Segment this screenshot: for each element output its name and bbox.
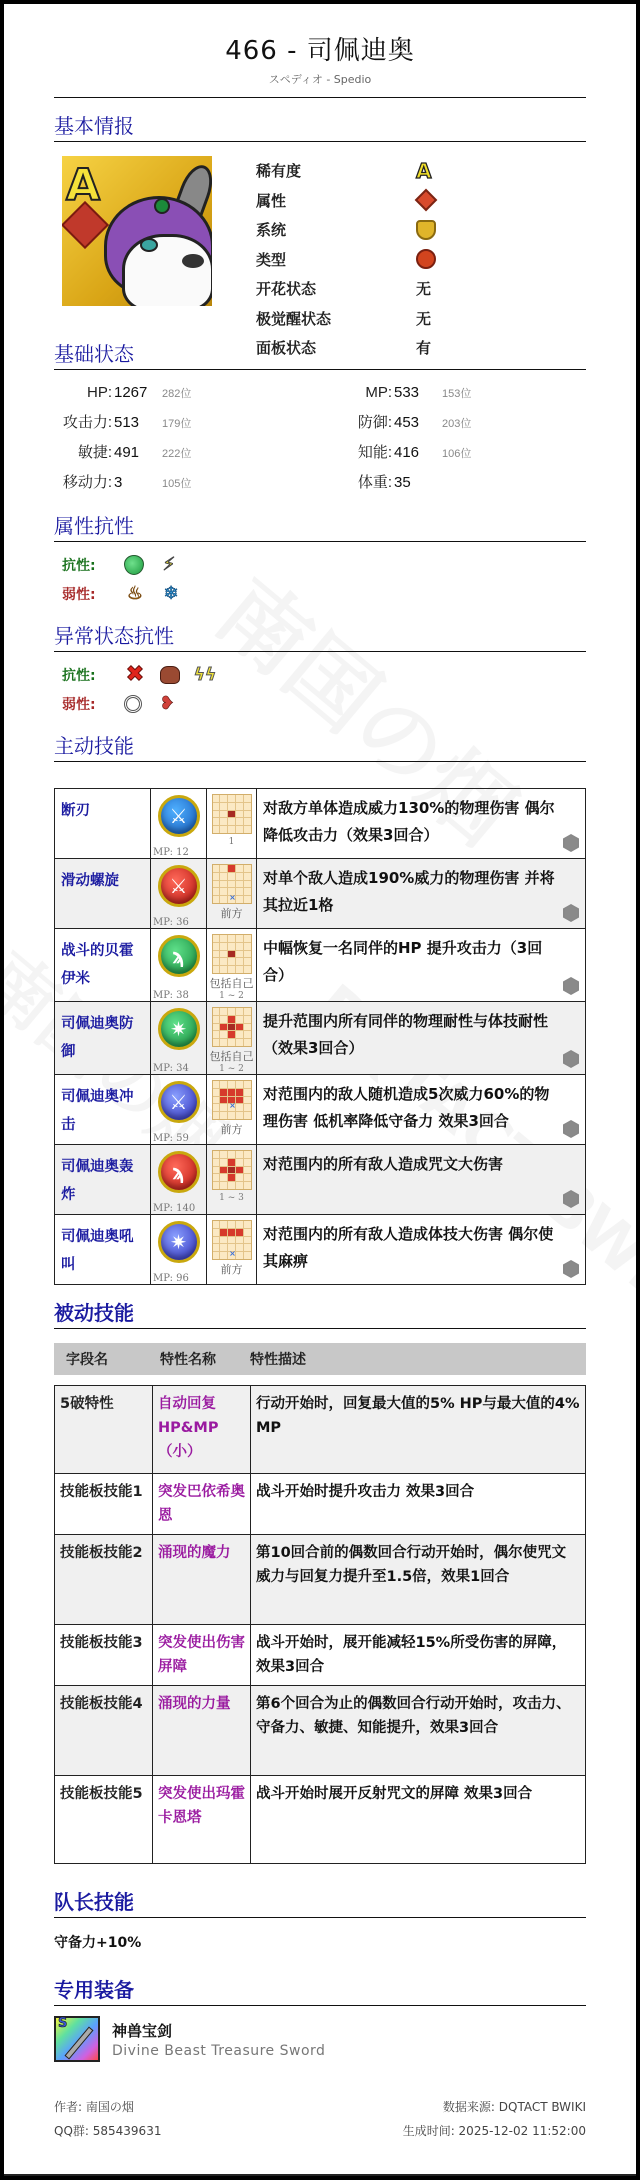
hexagon-icon[interactable] — [563, 1050, 579, 1068]
passive-desc: 战斗开始时，展开能减轻15%所受伤害的屏障，效果3回合 — [251, 1625, 586, 1686]
stat-value: 3 — [114, 474, 123, 491]
info-key: 类型 — [256, 250, 287, 269]
hexagon-icon[interactable] — [563, 1190, 579, 1208]
stat-value: 491 — [114, 444, 140, 461]
active-skills-table — [54, 788, 586, 1285]
portrait-face — [122, 234, 212, 306]
weak-label: 弱性: — [62, 696, 96, 713]
stat-rank: 106位 — [442, 448, 472, 460]
header-desc: 特性描述 — [250, 1352, 306, 1368]
crown-system-icon — [416, 220, 436, 240]
status-resist-row — [62, 660, 586, 689]
skill-mp: MP: 34 — [153, 1063, 189, 1074]
footer-author: 作者: 南国の烟 — [54, 2099, 134, 2114]
skill-desc: 提升范围内所有同伴的物理耐性与体技耐性（效果3回合） — [263, 1012, 549, 1057]
stat-attack — [54, 408, 320, 438]
skill-desc: 对单个敌人造成190%威力的物理伤害 并将其拉近1格 — [263, 869, 555, 914]
fire-element-icon — [415, 189, 438, 212]
stat-weight — [320, 468, 586, 498]
passive-name[interactable]: 涌现的力量 — [153, 1686, 251, 1776]
passive-row — [55, 1625, 586, 1686]
sword-icon: ⚔ — [158, 1081, 200, 1123]
attack-type-icon — [416, 249, 436, 269]
lightning-icon: ⚡ — [162, 553, 176, 575]
skill-desc: 对敌方单体造成威力130%的物理伤害 偶尔降低攻击力（效果3回合） — [263, 799, 555, 844]
passive-name[interactable]: 自动回复HP&MP（小） — [153, 1386, 251, 1474]
stat-value: 533 — [394, 384, 420, 401]
stats-right — [320, 378, 586, 498]
blade-shape — [64, 2027, 93, 2060]
range-label: 包括自己 — [209, 1050, 254, 1063]
sword-equipment-icon — [54, 2016, 100, 2062]
info-row-rarity — [256, 156, 436, 186]
stat-value: 1267 — [114, 384, 148, 401]
range-sub: 1 ~ 3 — [219, 1193, 244, 1203]
range-grid — [212, 794, 252, 834]
passive-table-header — [54, 1343, 586, 1375]
stat-key: 移动力: — [62, 474, 112, 491]
equipment-item[interactable] — [54, 2016, 586, 2062]
active-skill-row — [55, 929, 586, 1002]
stats-grid — [54, 378, 586, 498]
info-row-type — [256, 245, 436, 275]
range-label: 前方 — [220, 1123, 243, 1136]
section-leader-skill: 队长技能 — [54, 1886, 586, 1918]
passive-field: 技能板技能3 — [55, 1625, 153, 1686]
range-sub: 1 — [228, 837, 235, 847]
rank-a-icon: A — [416, 158, 432, 183]
stat-value: 513 — [114, 414, 140, 431]
header-name: 特性名称 — [160, 1352, 216, 1368]
skill-name[interactable]: 断刃 — [55, 789, 151, 859]
skill-desc: 对范围内的所有敌人造成体技大伤害 偶尔使其麻痹 — [263, 1225, 554, 1270]
stat-move — [54, 468, 320, 498]
equipment-name: 神兽宝剑 — [112, 2021, 173, 2040]
section-status-resist: 异常状态抗性 — [54, 620, 586, 652]
passive-row — [55, 1535, 586, 1625]
hexagon-icon[interactable] — [563, 1120, 579, 1138]
range-grid — [212, 934, 252, 974]
range-grid — [212, 1080, 252, 1120]
hexagon-icon[interactable] — [563, 977, 579, 995]
resist-label: 抗性: — [62, 557, 96, 574]
stat-defense — [320, 408, 586, 438]
passive-desc: 行动开始时，回复最大值的5% HP与最大值的4% MP — [251, 1386, 586, 1474]
passive-row — [55, 1776, 586, 1864]
passive-name[interactable]: 突发使出伤害屏障 — [153, 1625, 251, 1686]
stat-key: HP: — [86, 384, 112, 401]
passive-field: 技能板技能5 — [55, 1776, 153, 1864]
stat-hp — [54, 378, 320, 408]
rank-a-icon: A — [66, 160, 101, 211]
character-page — [4, 4, 636, 2176]
passive-name[interactable]: 突发巴依希奥恩 — [153, 1474, 251, 1535]
sword-icon: ⚔ — [158, 795, 200, 837]
header-field: 字段名 — [66, 1352, 108, 1368]
stat-key: 体重: — [357, 474, 392, 491]
info-value: 无 — [416, 309, 432, 328]
passive-field: 5破特性 — [55, 1386, 153, 1474]
portrait-gem — [154, 198, 170, 214]
skill-mp: MP: 38 — [153, 990, 189, 1001]
leader-skill-text: 守备力+10% — [54, 1935, 142, 1951]
range-grid — [212, 1150, 252, 1190]
range-grid — [212, 1007, 252, 1047]
stat-intellect — [320, 438, 586, 468]
stat-value: 35 — [394, 474, 411, 491]
info-value: 无 — [416, 280, 432, 299]
range-grid — [212, 1220, 252, 1260]
hexagon-icon[interactable] — [563, 1260, 579, 1278]
ring-icon — [124, 695, 142, 713]
info-key: 开花状态 — [256, 280, 317, 299]
passive-desc: 第6个回合为止的偶数回合行动开始时，攻击力、守备力、敏捷、知能提升，效果3回合 — [251, 1686, 586, 1776]
active-skill-row — [55, 1002, 586, 1075]
footer-generated-time: 生成时间: 2025-12-02 11:52:00 — [402, 2123, 586, 2138]
stat-key: 攻击力: — [62, 414, 112, 431]
paralysis-icon: ϟϟ — [193, 664, 217, 685]
passive-desc: 第10回合前的偶数回合行动开始时，偶尔使咒文威力与回复力提升至1.5倍，效果1回合 — [251, 1535, 586, 1625]
skill-desc: 中幅恢复一名同伴的HP 提升攻击力（3回合） — [263, 939, 543, 984]
skill-mp: MP: 140 — [153, 1203, 196, 1214]
info-key: 面板状态 — [256, 339, 317, 358]
hexagon-icon[interactable] — [563, 834, 579, 852]
footer — [54, 2094, 586, 2142]
section-active-skills: 主动技能 — [54, 730, 586, 762]
rock-icon — [160, 666, 180, 684]
passive-desc: 战斗开始时展开反射咒文的屏障 效果3回合 — [251, 1776, 586, 1864]
stat-mp — [320, 378, 586, 408]
charm-heart-icon: ❥ — [159, 692, 175, 714]
sword-icon: ⚔ — [158, 865, 200, 907]
passive-row — [55, 1474, 586, 1535]
footer-qq-group: QQ群: 585439631 — [54, 2123, 162, 2138]
info-key: 系统 — [256, 221, 287, 240]
section-passive-skills: 被动技能 — [54, 1297, 586, 1329]
element-weak-row — [62, 579, 586, 608]
range-grid — [212, 864, 252, 904]
skill-name[interactable]: 司佩迪奥轰炸 — [55, 1145, 151, 1215]
stat-rank: 203位 — [442, 418, 472, 430]
skill-mp: MP: 36 — [153, 917, 189, 928]
skill-mp: MP: 96 — [153, 1273, 189, 1284]
wind-icon — [124, 555, 144, 575]
section-element-resist: 属性抗性 — [54, 510, 586, 542]
skill-desc: 对范围内的敌人随机造成5次威力60%的物理伤害 低机率降低守备力 效果3回合 — [263, 1085, 550, 1130]
info-table — [256, 156, 436, 358]
fire-icon: ♨ — [126, 582, 144, 604]
passive-skills-table — [54, 1385, 586, 1864]
stat-key: 知能: — [357, 444, 392, 461]
equip-rank-badge: S — [58, 2016, 68, 2031]
monster-portrait — [62, 156, 212, 306]
footer-divider — [4, 2174, 636, 2176]
stat-key: 敏捷: — [77, 444, 112, 461]
stat-agility — [54, 438, 320, 468]
passive-field: 技能板技能1 — [55, 1474, 153, 1535]
page-title: 466 - 司佩迪奥 — [225, 36, 415, 66]
active-skill-row — [55, 1215, 586, 1285]
info-key: 稀有度 — [256, 162, 302, 181]
stats-left — [54, 378, 320, 498]
stat-rank: 105位 — [162, 478, 192, 490]
skill-mp: MP: 12 — [153, 847, 189, 858]
skill-name[interactable]: 司佩迪奥防御 — [55, 1002, 151, 1075]
weak-label: 弱性: — [62, 586, 96, 603]
heal-icon: ϡ — [158, 935, 200, 977]
section-exclusive-equip: 专用装备 — [54, 1974, 586, 2006]
range-sub: 1 ~ 2 — [219, 1064, 244, 1074]
seal-x-icon: ✖ — [125, 661, 145, 687]
active-skill-row — [55, 1075, 586, 1145]
footer-source: 数据来源: DQTACT BWIKI — [442, 2099, 586, 2114]
ice-icon: ❄ — [163, 582, 179, 604]
range-label: 包括自己 — [209, 977, 254, 990]
spell-icon: ϡ — [158, 1151, 200, 1193]
section-basic-info: 基本情报 — [54, 110, 586, 142]
info-key: 极觉醒状态 — [256, 309, 332, 328]
active-skill-row — [55, 1145, 586, 1215]
status-resist — [54, 660, 586, 718]
active-skill-row — [55, 789, 586, 859]
passive-field: 技能板技能2 — [55, 1535, 153, 1625]
skill-name[interactable]: 滑动螺旋 — [55, 859, 151, 929]
passive-name[interactable]: 涌现的魔力 — [153, 1535, 251, 1625]
info-row-system — [256, 215, 436, 245]
stat-value: 453 — [394, 414, 420, 431]
portrait-nose — [182, 254, 204, 268]
passive-field: 技能板技能4 — [55, 1686, 153, 1776]
skill-name[interactable]: 战斗的贝霍伊米 — [55, 929, 151, 1002]
portrait-eye — [140, 238, 158, 252]
info-key: 属性 — [256, 191, 287, 210]
active-skill-row — [55, 859, 586, 929]
star-burst-icon: ✷ — [158, 1221, 200, 1263]
passive-desc: 战斗开始时提升攻击力 效果3回合 — [251, 1474, 586, 1535]
info-row-bloom — [256, 274, 436, 304]
stat-rank: 282位 — [162, 388, 192, 400]
skill-name[interactable]: 司佩迪奥吼叫 — [55, 1215, 151, 1285]
status-weak-row — [62, 689, 586, 718]
hexagon-icon[interactable] — [563, 904, 579, 922]
passive-name[interactable]: 突发使出玛霍卡恩塔 — [153, 1776, 251, 1864]
range-label: 前方 — [220, 907, 243, 920]
page-subtitle: スペディオ - Spedio — [54, 71, 586, 98]
range-label: 前方 — [220, 1263, 243, 1276]
info-row-awaken — [256, 304, 436, 334]
stat-key: MP: — [365, 384, 392, 401]
info-row-panel — [256, 333, 436, 363]
equipment-name-en: Divine Beast Treasure Sword — [112, 2042, 326, 2059]
passive-row — [55, 1686, 586, 1776]
section-base-stats: 基础状态 — [54, 338, 586, 370]
info-value: 有 — [416, 339, 432, 358]
skill-name[interactable]: 司佩迪奥冲击 — [55, 1075, 151, 1145]
star-burst-icon: ✷ — [158, 1008, 200, 1050]
stat-rank: 153位 — [442, 388, 472, 400]
resist-label: 抗性: — [62, 667, 96, 684]
range-sub: 1 ~ 2 — [219, 991, 244, 1001]
element-resist — [54, 550, 586, 608]
stat-rank: 179位 — [162, 418, 192, 430]
info-row-element — [256, 186, 436, 216]
stat-value: 416 — [394, 444, 420, 461]
skill-desc: 对范围内的所有敌人造成咒文大伤害 — [263, 1155, 504, 1173]
stat-key: 防御: — [357, 414, 392, 431]
passive-row — [55, 1386, 586, 1474]
skill-mp: MP: 59 — [153, 1133, 189, 1144]
stat-rank: 222位 — [162, 448, 192, 460]
element-resist-row — [62, 550, 586, 579]
